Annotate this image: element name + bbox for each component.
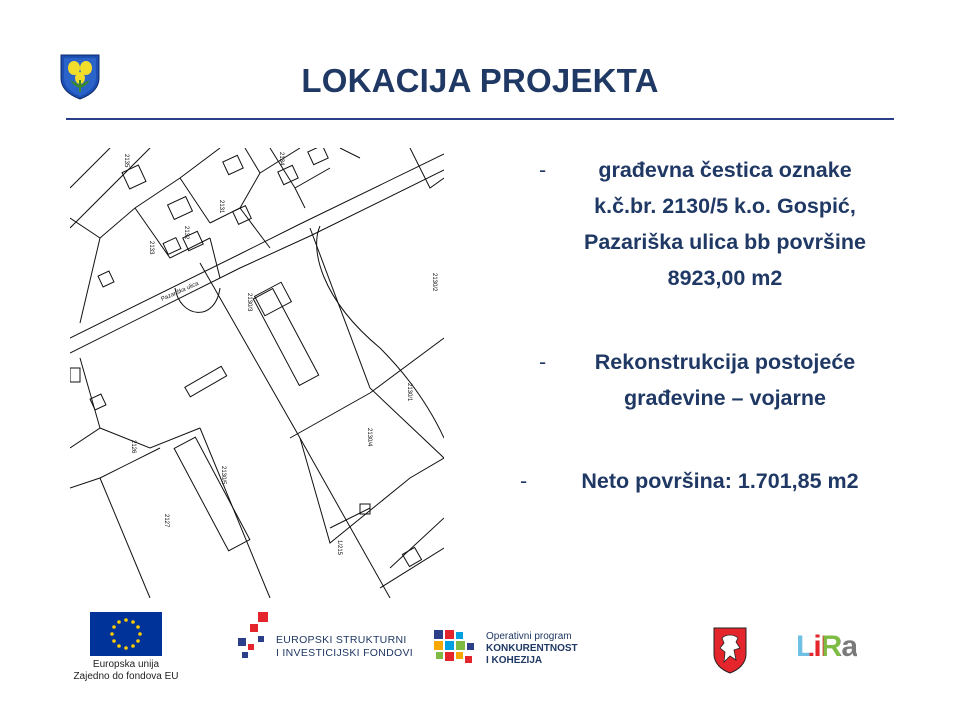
bullet-dash: -: [539, 350, 547, 374]
county-coat-of-arms-icon: [712, 626, 748, 674]
bullet-line: Pazariška ulica bb površine: [583, 230, 866, 254]
parcel-label: 2135: [123, 154, 129, 168]
parcel-label: 2126: [130, 440, 136, 454]
bullet-dash: -: [539, 158, 547, 182]
parcel-label: 2132: [183, 226, 189, 240]
parcel-label: 2130/3: [246, 293, 252, 312]
opk-logo-icon: [434, 630, 478, 668]
opk-line-3: I KOHEZIJA: [486, 655, 543, 666]
lira-logo-text: LiRa: [796, 630, 858, 663]
bullet-line: građevna čestica oznake: [598, 158, 852, 182]
bullet-dash: -: [520, 469, 528, 493]
opk-line-2: KONKURENTNOST: [486, 643, 578, 654]
bullet-line: Neto površina: 1.701,85 m2: [581, 469, 859, 493]
parcel-label: 2130/5: [220, 466, 226, 485]
page-title: LOKACIJA PROJEKTA: [301, 62, 659, 99]
lira-logo: [796, 630, 857, 664]
street-label: Pazariška ulica: [160, 280, 200, 303]
eu-line-2: Zajedno do fondova EU: [73, 671, 179, 682]
parcel-label: 2127: [163, 514, 169, 528]
parcel-label: 2130/2: [431, 273, 437, 292]
bullet-line: 8923,00 m2: [667, 266, 783, 290]
cadastral-map: [70, 148, 444, 598]
esif-caption: [276, 634, 413, 660]
parcel-label: 2131: [218, 200, 224, 214]
esif-logo-icon: [236, 612, 272, 662]
bullet-line: Rekonstrukcija postojeće: [594, 350, 856, 374]
eu-caption: [62, 659, 190, 683]
parcel-label: 1/215: [336, 540, 342, 556]
title-divider: [66, 118, 894, 120]
bullet-line: građevine – vojarne: [624, 386, 826, 410]
bullet-line: k.č.br. 2130/5 k.o. Gospić,: [594, 194, 856, 218]
parcel-label: 2133: [148, 241, 154, 255]
opk-line-1: Operativni program: [486, 631, 572, 642]
eu-flag-icon: [90, 612, 162, 656]
esif-line-2: I INVESTICIJSKI FONDOVI: [276, 647, 414, 659]
parcel-label: 2134: [278, 152, 284, 166]
parcel-label: 2130/4: [366, 428, 372, 447]
bullet-reconstruction: [539, 344, 905, 416]
parcel-label: 2130/1: [406, 383, 412, 402]
opk-caption: [486, 631, 578, 667]
bullet-parcel: [539, 152, 905, 296]
bullet-net-area: [520, 463, 910, 499]
esif-line-1: EUROPSKI STRUKTURNI: [276, 634, 407, 646]
eu-line-1: Europska unija: [92, 659, 160, 670]
